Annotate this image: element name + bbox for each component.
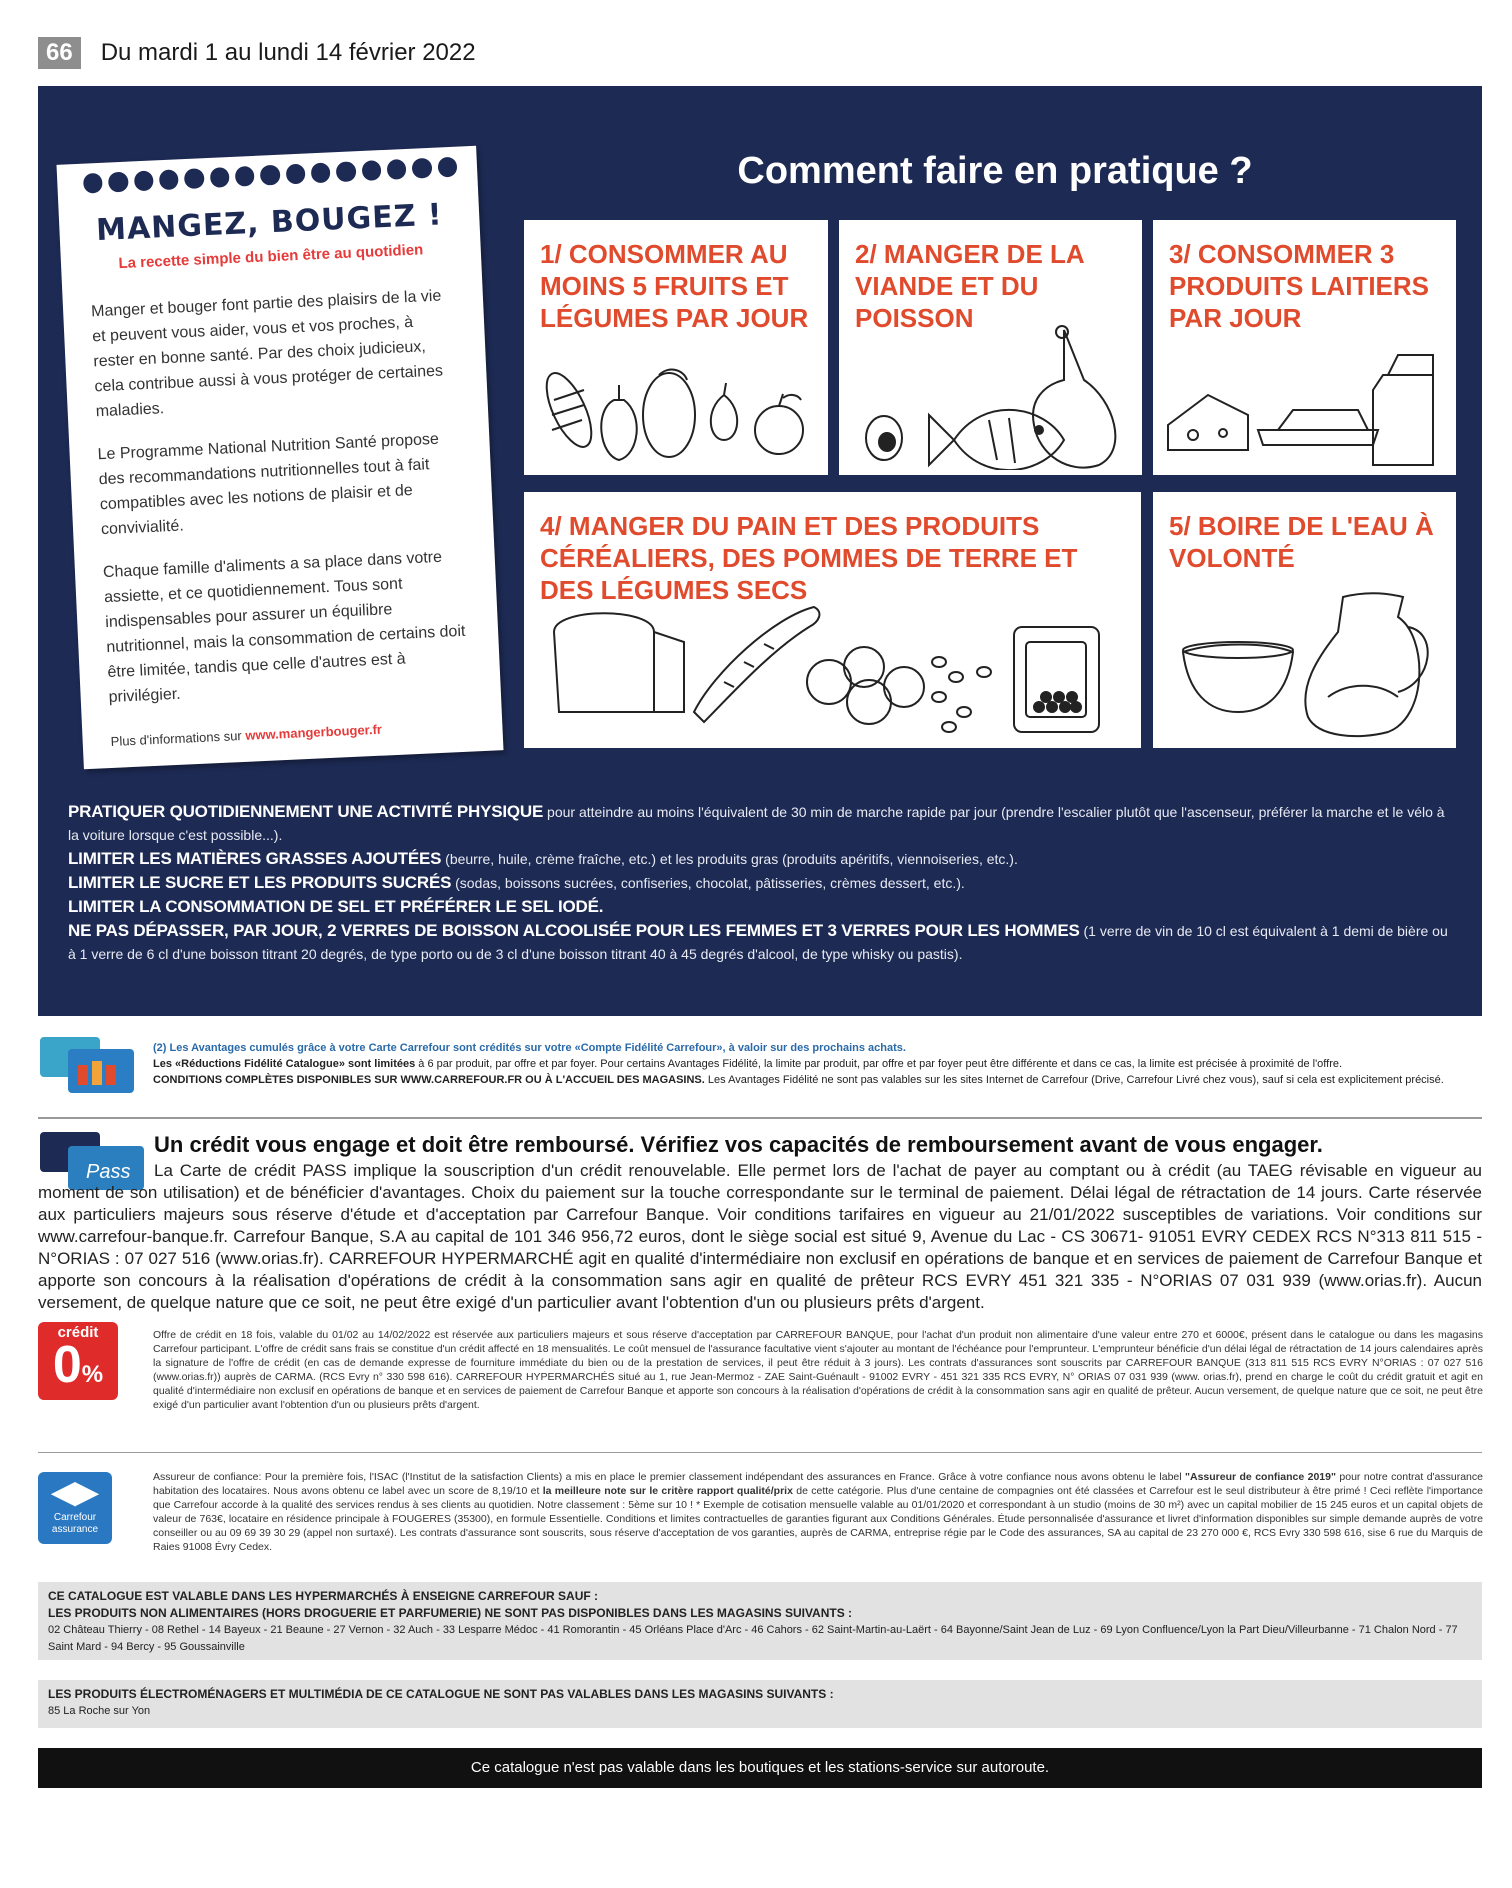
credit-heading: Un crédit vous engage et doit être remboursé. Vérifiez vos capacités de remboursement avant de vous engager. [154,1132,1323,1157]
divider [38,1452,1482,1453]
tile-label: 3/ CONSOMMER 3 PRODUITS LAITIERS PAR JOUR [1169,239,1430,333]
credit-zero-text: Offre de crédit en 18 fois, valable du 01/02 au 14/02/2022 est réservée aux particuliers majeurs et sous réserve d'acceptation par CARREFOUR BANQUE, pour l'achat d'un produit non alimentaire d'une valeur entre 270 et 6000€, présent dans le catalogue ou dans les magasins Carrefour participant. L'offre de crédit sans frais se constitue d'un crédit affecté en 18 mensualités. Le coût mensuel de l'assurance facultative vient s'ajouter au montant de l'échéance pour l'emprunteur. L'emprunteur bénéficie d'un délai légal de rétractation de 14 jours calendaires après la signature de l'offre de crédit (en cas de demande expresse de fourniture immédiate du bien ou de la prestation de services, il peut être réduit à 3 jours). Les contrats d'assurances sont souscrits par CARREFOUR BANQUE (313 811 515 RCS EVRY N°ORIAS : 07 027 516 (www.orias.fr)) auprès de CARMA. (RCS Evry n° 330 598 616). CARREFOUR HYPERMARCHÉS situé au 1, rue Jean-Mermoz - ZAE Saint-Guénault - 91002 EVRY - 451 321 335 RCS EVRY, N° ORIAS 07 031 939 (www. orias.fr), prend en charge le coût du crédit gratuit et agit en qualité d'intermédiaire non exclusif en opérations de banque et en services de paiement de Carrefour Banque et apporte son concours à la réalisation d'opérations de crédit à la consommation sans agir en qualité de prêteur. Aucun versement, de quelque nature que ce soit, ne peut être exigé d'un particulier avant l'obtention d'un ou plusieurs prêts d'argent. [153,1329,1483,1411]
tile-label: 1/ CONSOMMER AU MOINS 5 FRUITS ET LÉGUMES PAR JOUR [540,239,809,333]
validity-line1: CE CATALOGUE EST VALABLE DANS LES HYPERMARCHÉS À ENSEIGNE CARREFOUR SAUF : [48,1589,599,1603]
rule-item: LIMITER LE SUCRE ET LES PRODUITS SUCRÉS (sodas, boissons sucrées, confiseries, chocolat, pâtisseries, crèmes dessert, etc.). [68,873,965,892]
validity-line2: LES PRODUITS NON ALIMENTAIRES (HORS DROGUERIE ET PARFUMERIE) NE SONT PAS DISPONIBLES DANS LES MAGASINS SUIVANTS : [48,1606,853,1620]
validity-stores: 85 La Roche sur Yon [48,1705,151,1717]
fidelite-line3: CONDITIONS COMPLÈTES DISPONIBLES SUR WWW.CARREFOUR.FR OU À L'ACCUEIL DES MAGASINS. Les Avantages Fidélité ne sont pas valables sur les sites Internet de Carrefour (Drive, Carrefour Livré chez vous), sauf si cela est explicitement précisé. [153,1074,1444,1086]
tile-fruits-vegetables [524,220,828,475]
divider [38,1117,1482,1119]
water-jug-icon [1168,587,1448,742]
validity-stores: 02 Château Thierry - 08 Rethel - 14 Bayeux - 21 Beaune - 27 Vernon - 32 Auch - 33 Lesparre Médoc - 41 Romorantin - 45 Orléans Place d'Arc - 46 Cahors - 62 Saint-Martin-au-Laërt - 64 Bayonne/Saint Jean de Luz - 69 Lyon Confluence/Lyon la Part Dieu/Villeurbanne - 71 Chalon Nord - 77 Saint Mard - 94 Bercy - 95 Goussainville [48,1624,1458,1653]
rule-item: NE PAS DÉPASSER, PAR JOUR, 2 VERRES DE BOISSON ALCOOLISÉE POUR LES FEMMES ET 3 VERRES POUR LES HOMMES (1 verre de vin de 10 cl est équivalent à 1 demi de bière ou à 1 verre de 6 cl d'une boisson titrant 20 degrés, de type porto ou de 3 cl d'une boisson titrant 40 à 45 degrés d'alcool, de type whisky ou pastis). [68,921,1448,962]
tile-dairy [1153,220,1456,475]
tile-water [1153,492,1456,748]
rule-item: LIMITER LA CONSOMMATION DE SEL ET PRÉFÉRER LE SEL IODÉ. [68,897,604,916]
mangerbouger-link[interactable]: www.mangerbouger.fr [244,721,383,743]
credit-body: La Carte de crédit PASS implique la souscription d'un crédit renouvelable. Elle permet lors de l'achat de payer au comptant ou à crédit (au TAEG révisable en vigueur au moment de son utilisation) et de bénéficier d'avantages. Choix du paiement sur la touche correspondante sur le terminal de paiement. Délai légal de rétractation de 14 jours. Carte réservée aux particuliers majeurs sous réserve d'étude et d'acceptation par Carrefour Banque. Voir conditions tarifaires en vigueur au 21/01/2022 susceptibles de variations. Voir conditions sur www.carrefour-banque.fr. Carrefour Banque, S.A au capital de 101 346 956,72 euros, dont le siège social est situé 9, Avenue du Lac - CS 30671- 91051 EVRY CEDEX RCS N°313 811 515 - N°ORIAS : 07 027 516 (www.orias.fr). CARREFOUR HYPERMARCHÉ agit en qualité d'intermédiaire non exclusif en opérations de banque et en services de paiement de Carrefour Banque et apporte son concours à la réalisation d'opérations de crédit à la consommation sans agir en qualité de prêteur RCS EVRY 451 321 335 - N°ORIAS 07 031 939 (www.orias.fr). Aucun versement, de quelque nature que ce soit, ne peut être exigé d'un particulier avant l'obtention d'un ou plusieurs prêts d'argent. [38,1161,1482,1312]
more-info [102,717,482,749]
fidelite-section [38,1035,1482,1097]
carrefour-assurance-logo: ◀▶ Carrefour assurance [38,1472,112,1544]
fidelite-line2: Les «Réductions Fidélité Catalogue» sont limitées à 6 par produit, par offre et par foyer. Pour certains Avantages Fidélité, la limite par produit, par offre et par foyer peut être différente et dans ce cas, la limite est précisée à proximité de l'offre. [153,1058,1343,1070]
fidelite-text [153,1040,1483,1088]
note-title: MANGEZ, BOUGEZ ! [95,197,444,249]
note-paragraph: Chaque famille d'aliments a sa place dans votre assiette, et ce quotidiennement. Tous sont indispensables pour assurer un équilibre nutritionnel, mais la consommation de certains doit être limitée, tandis que celle d'autres est à privilégier. [102,548,466,707]
rule-item: LIMITER LES MATIÈRES GRASSES AJOUTÉES (beurre, huile, crème fraîche, etc.) et les produits gras (produits apéritifs, viennoiseries, etc.). [68,849,1018,868]
tile-label: 4/ MANGER DU PAIN ET DES PRODUITS CÉRÉALIERS, DES POMMES DE TERRE ET DES LÉGUMES SECS [540,511,1078,605]
meat-fish-icon [849,320,1139,470]
validity-line: LES PRODUITS ÉLECTROMÉNAGERS ET MULTIMÉDIA DE CE CATALOGUE NE SONT PAS VALABLES DANS LES MAGASINS SUIVANTS : [48,1687,834,1701]
note-paragraph: Manger et bouger font partie des plaisirs de la vie et peuvent vous aider, vous et vos proches, à rester en bonne santé. Par des choix judicieux, cela contribue aussi à vous protéger de certaines maladies. [90,287,444,421]
page-number: 66 [38,37,81,69]
note-paragraph: Le Programme National Nutrition Santé propose des recommandations nutritionnelles tout à fait compatibles avec les notions de plaisir et de convivialité. [97,430,440,539]
note-card [56,146,503,769]
dairy-icon [1163,335,1453,470]
tile-label: 5/ BOIRE DE L'EAU À VOLONTÉ [1169,511,1434,573]
assurance-text: Assureur de confiance: Pour la première fois, l'ISAC (l'Institut de la satisfaction Clients) a mis en place le premier classement indépendant des assurances en France. Grâce à votre confiance nous avons obtenu le label "Assureur de confiance 2019" pour notre contrat d'assurance habitation des locataires. Nous avons obtenu ce label avec un score de 8,19/10 et la meilleure note sur le critère rapport qualité/prix de cette catégorie. Plus d'une centaine de compagnies ont été classées et Carrefour est le seul distributeur à être primé ! Ceci reflète l'importance que Carrefour accorde à la qualité des services rendus à ses clients au quotidien. Notre classement : 5ème sur 10 ! * Exemple de cotisation mensuelle valable au 01/01/2020 et correspondant à un studio (moins de 30 m²) avec un capital mobilier de 15 245 euros et un capital objets de valeur de 763€, locataire en résidence principale à FOUGERES (35300), en formule Essentielle. Conditions et limites contractuelles de garanties figurant aux Conditions Générales. Étude personnalisée d'assurance et livret d'information disponibles sur simple demande auprès de votre conseiller ou au 09 69 39 30 29 (appel non surtaxé). Les contrats d'assurance sont souscrits, sous réserve d'acceptation de vos garanties, auprès de CARMA, entreprise régie par le Code des assurances, SA au capital de 23 270 000 €, RCS Evry 330 598 616, sise 6 rue du Marquis de Raies 91008 Évry Cedex. [153,1471,1483,1553]
date-range: Du mardi 1 au lundi 14 février 2022 [100,39,476,66]
tile-meat-fish [839,220,1142,475]
fruits-vegetables-icon [534,340,824,470]
loyalty-card-icon [38,1035,138,1095]
note-subtitle: La recette simple du bien être au quotidien [118,241,424,273]
more-info-prefix: Plus d'informations sur [110,728,243,749]
footer-bar: Ce catalogue n'est pas valable dans les boutiques et les stations-service sur autoroute. [38,1748,1482,1788]
tile-bread-cereals [524,492,1141,748]
tile-label: 2/ MANGER DE LA VIANDE ET DU POISSON [855,239,1084,333]
page-header [38,36,476,70]
svg-text:Pass: Pass [86,1161,131,1183]
health-rules [68,800,1458,966]
practice-title: Comment faire en pratique ? [737,150,1253,192]
validity-box-2 [38,1680,1482,1728]
fidelite-line1: (2) Les Avantages cumulés grâce à votre Carte Carrefour sont crédités sur votre «Compte Fidélité Carrefour», à valoir sur des prochains achats. [153,1042,906,1054]
credit-zero-badge: crédit 0% [38,1322,118,1400]
validity-box-1 [38,1582,1482,1660]
bread-cereals-icon [544,602,1124,742]
rule-item: PRATIQUER QUOTIDIENNEMENT UNE ACTIVITÉ PHYSIQUE pour atteindre au moins l'équivalent de 30 min de marche rapide par jour (prendre l'escalier plutôt que l'ascenseur, préférer la marche et le vélo à la voiture lorsque c'est possible...). [68,802,1445,843]
